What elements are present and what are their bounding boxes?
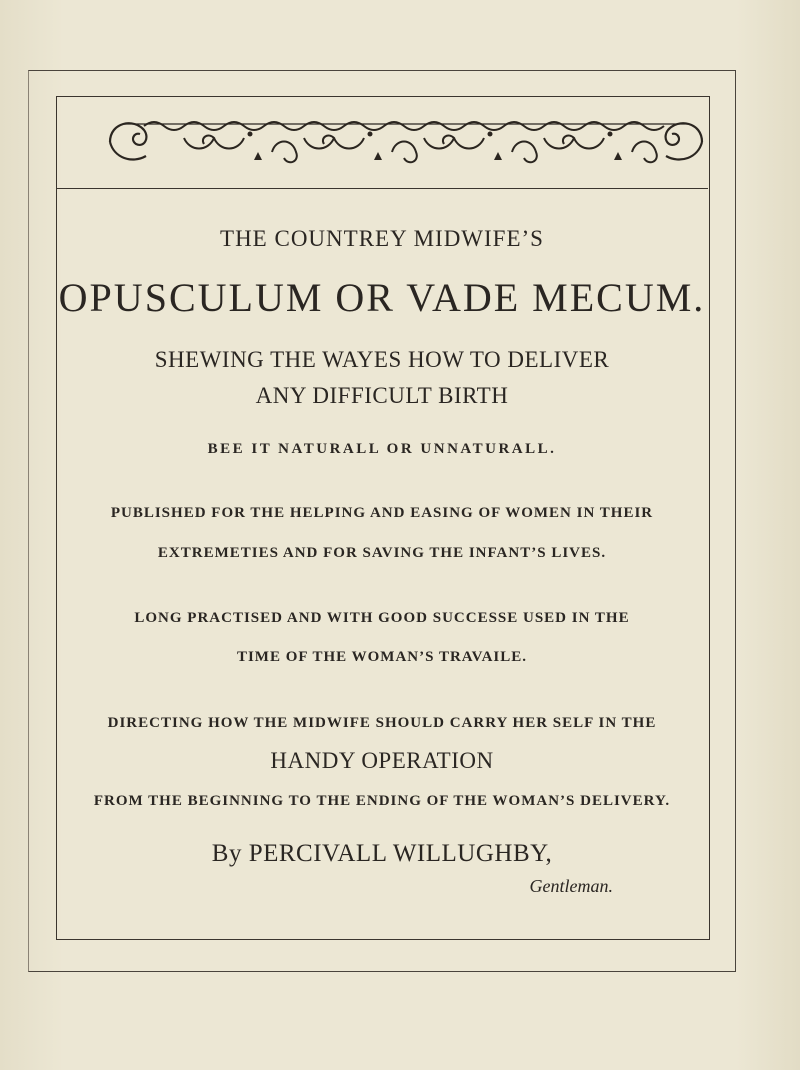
practice-line-1: LONG PRACTISED AND WITH GOOD SUCCESSE USED IN THE xyxy=(134,610,630,626)
decorative-scroll-ornament xyxy=(104,112,708,172)
subtitle-line-2: ANY DIFFICULT BIRTH xyxy=(255,383,509,408)
delivery-line: FROM THE BEGINNING TO THE ENDING OF THE WOMAN’S DELIVERY. xyxy=(93,793,671,809)
practice-line-2: TIME OF THE WOMAN’S TRAVAILE. xyxy=(236,649,528,665)
heading-line-1: THE COUNTREY MIDWIFE’S xyxy=(220,226,544,251)
purpose-line-2: EXTREMETIES AND FOR SAVING THE INFANT’S LIVES. xyxy=(157,545,607,561)
main-title: OPUSCULUM OR VADE MECUM. xyxy=(58,275,706,320)
author-title: Gentleman. xyxy=(529,876,613,896)
subtitle-line-1: SHEWING THE WAYES HOW TO DELIVER xyxy=(154,347,610,372)
purpose-line-1: PUBLISHED FOR THE HELPING AND EASING OF WOMEN IN THEIR xyxy=(110,505,654,521)
author-line: By PERCIVALL WILLUGHBY, xyxy=(211,840,553,867)
subtitle-line-3: BEE IT NATURALL OR UNNATURALL. xyxy=(207,441,557,457)
ornament-band-divider xyxy=(56,188,708,189)
title-page-text xyxy=(56,200,708,897)
directing-line: DIRECTING HOW THE MIDWIFE SHOULD CARRY HER SELF IN THE xyxy=(107,715,657,731)
handy-operation-heading: HANDY OPERATION xyxy=(270,748,494,773)
